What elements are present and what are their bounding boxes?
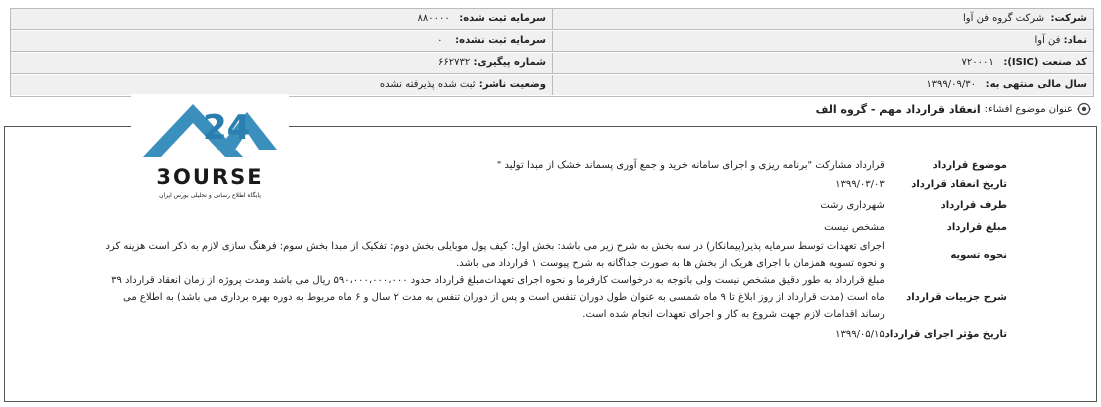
logo-text: 3OURSE — [156, 165, 264, 189]
header-row-isic — [11, 53, 1093, 74]
table-row — [99, 174, 1007, 194]
table-row — [99, 323, 1007, 345]
row-value: ۱۳۹۹/۰۳/۰۳ — [835, 178, 885, 190]
tracking-value: ۶۶۲۷۳۲ — [438, 57, 471, 68]
publisher-status-value: ثبت شده پذیرفته نشده — [379, 79, 476, 90]
row-label: طرف قرارداد — [940, 199, 1007, 211]
target-icon — [1077, 102, 1091, 116]
symbol-cell — [553, 31, 1093, 51]
company-label: شرکت: — [1050, 13, 1087, 24]
table-row — [99, 272, 1007, 323]
fiscal-label: سال مالی منتهی به: — [985, 79, 1087, 90]
fiscal-cell — [553, 75, 1093, 95]
isic-label: کد صنعت (ISIC): — [1003, 57, 1087, 68]
symbol-value: فن آوا — [1034, 35, 1061, 46]
registered-capital-cell — [11, 9, 553, 29]
registered-capital-value: ۸۸۰۰۰۰ — [417, 13, 450, 24]
row-value: مبلغ قرارداد به طور دقیق مشخص نیست ولی باتوجه به درخواست کارفرما و نحوه اجرای تعهدات‌مبلغ قرارداد حدود ۵۹۰،۰۰۰،۰۰۰،۰۰۰ ریال می باشد ومدت پروژه از زمان انعقاد قرارداد ۳۹ ماه است (مدت قرارداد از روز ابلاغ تا ۹ ماه شمسی به عنوان طول دوران تنفس است و پس از دوران تنفس به مدت ۲ سال و ۶ ماه مربوط به دوره بهره برداری می باشد) به اطلاع می رساند اقدامات لازم جهت شروع به کار و اجرای تعهدات انجام شده است. — [111, 275, 885, 320]
unregistered-capital-label: سرمایه ثبت نشده: — [455, 35, 546, 46]
logo-subtitle: پایگاه اطلاع رسانی و تحلیلی بورس ایران — [159, 192, 261, 199]
unregistered-capital-value: ۰ — [437, 35, 443, 46]
row-label: موضوع قرارداد — [932, 160, 1007, 171]
publisher-status-label: وضعیت ناشر: — [478, 79, 546, 90]
row-label: تاریخ انعقاد قرارداد — [911, 178, 1007, 190]
table-row — [99, 157, 1007, 174]
header-row-company — [11, 9, 1093, 30]
isic-cell — [553, 53, 1093, 73]
svg-text:24: 24 — [203, 108, 251, 148]
contract-details-table — [99, 157, 1007, 345]
fiscal-value: ۱۳۹۹/۰۹/۳۰ — [926, 79, 977, 90]
table-row — [99, 216, 1007, 238]
row-label: تاریخ مؤثر اجرای قرارداد — [884, 328, 1007, 340]
registered-capital-label: سرمایه ثبت شده: — [459, 13, 546, 24]
row-value: ۱۳۹۹/۰۵/۱۵ — [835, 328, 885, 340]
subject-line — [816, 102, 1091, 116]
row-value: مشخص نیست — [824, 221, 885, 233]
header-table — [10, 8, 1094, 97]
header-row-fiscal — [11, 75, 1093, 95]
symbol-label: نماد: — [1063, 35, 1087, 46]
header-row-symbol — [11, 31, 1093, 52]
row-label: مبلغ قرارداد — [946, 221, 1007, 233]
row-value: اجرای تعهدات توسط سرمایه پذیر(پیمانکار) در سه بخش به شرح زیر می باشد: بخش اول: کیف پول موبایلی بخش دوم: تفکیک از مبدا بخش سوم: فرهنگ سازی لازم به ذکر است هزینه کرد و نحوه تسویه همزمان با اجرای هریک از بخش ها به صورت جداگانه به شرح پیوست ۱ قرارداد می باشد. — [105, 241, 885, 269]
subject-value: انعقاد قرارداد مهم - گروه الف — [815, 102, 981, 116]
row-label: نحوه تسویه — [950, 249, 1007, 261]
tracking-label: شماره پیگیری: — [473, 57, 546, 68]
table-row — [99, 194, 1007, 216]
subject-label: عنوان موضوع افشاء: — [984, 103, 1073, 115]
tracking-cell — [11, 53, 553, 73]
table-row — [99, 238, 1007, 272]
isic-value: ۷۲۰۰۰۱ — [961, 57, 994, 68]
unregistered-capital-cell — [11, 31, 553, 51]
company-cell — [553, 9, 1093, 29]
row-label: شرح جزییات قرارداد — [906, 292, 1007, 303]
company-value: شرکت گروه فن آوا — [963, 13, 1045, 24]
row-value: قرارداد مشارکت "برنامه ریزی و اجرای سامانه خرید و جمع آوری پسماند خشک از مبدا تولید " — [496, 160, 885, 171]
row-value: شهرداری رشت — [820, 199, 885, 211]
publisher-status-cell — [11, 75, 553, 95]
